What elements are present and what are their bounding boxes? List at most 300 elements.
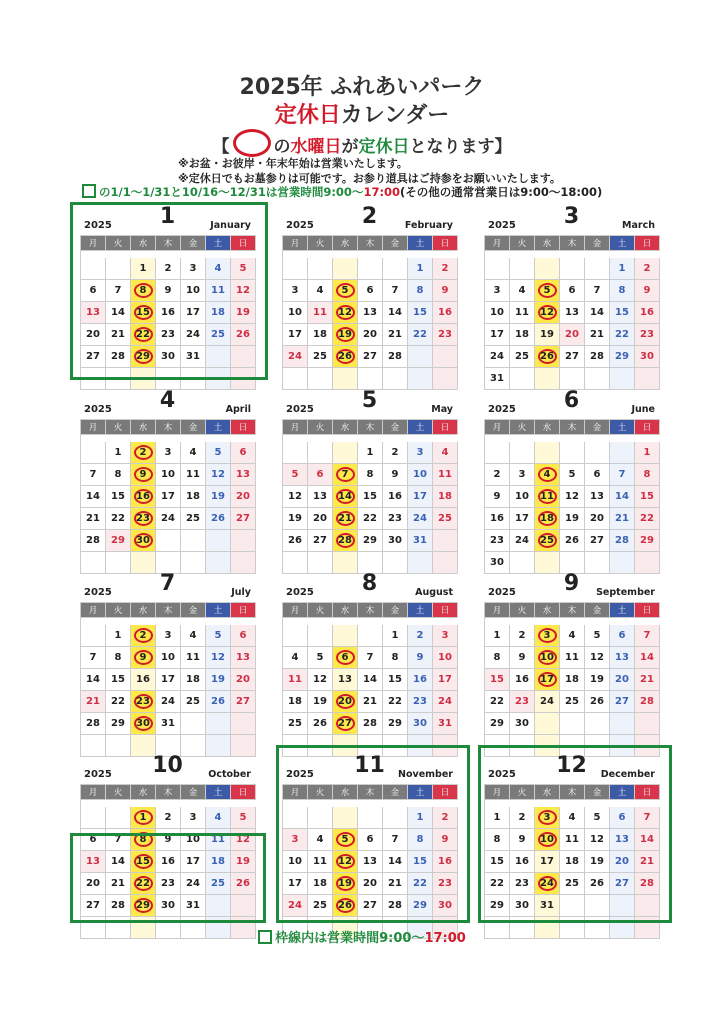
closed-day-cell: 28 bbox=[333, 530, 358, 552]
day-cell: 3 bbox=[283, 280, 308, 302]
closed-day-cell: 3 bbox=[535, 807, 560, 829]
day-cell: 18 bbox=[510, 324, 535, 346]
day-cell: 19 bbox=[231, 851, 256, 873]
day-cell: 23 bbox=[433, 873, 458, 895]
subtitle-calendar: カレンダー bbox=[340, 103, 450, 128]
day-cell: 27 bbox=[308, 530, 333, 552]
day-cell: 28 bbox=[383, 895, 408, 917]
empty-cell bbox=[308, 368, 333, 390]
closed-day-cell: 12 bbox=[333, 851, 358, 873]
day-cell: 3 bbox=[433, 625, 458, 647]
closed-day-cell: 10 bbox=[535, 647, 560, 669]
empty-cell bbox=[231, 713, 256, 735]
empty-cell bbox=[585, 713, 610, 735]
weekday-header: 日 bbox=[433, 236, 458, 251]
day-cell: 9 bbox=[433, 280, 458, 302]
empty-cell bbox=[81, 807, 106, 829]
day-cell: 1 bbox=[106, 625, 131, 647]
day-cell: 24 bbox=[408, 508, 433, 530]
day-cell: 20 bbox=[308, 508, 333, 530]
day-cell: 13 bbox=[358, 851, 383, 873]
bottom-note bbox=[0, 927, 724, 946]
day-cell: 16 bbox=[510, 851, 535, 873]
day-cell: 2 bbox=[156, 258, 181, 280]
weekday-header: 火 bbox=[308, 785, 333, 800]
day-cell: 6 bbox=[231, 625, 256, 647]
day-cell: 2 bbox=[156, 807, 181, 829]
day-cell: 12 bbox=[231, 829, 256, 851]
day-cell: 26 bbox=[231, 324, 256, 346]
day-cell: 18 bbox=[206, 851, 231, 873]
closed-day-cell: 21 bbox=[333, 508, 358, 530]
weekday-header: 金 bbox=[585, 603, 610, 618]
day-cell: 14 bbox=[383, 851, 408, 873]
day-cell: 24 bbox=[181, 324, 206, 346]
weekday-header: 火 bbox=[106, 785, 131, 800]
day-cell: 9 bbox=[433, 829, 458, 851]
month-name-en: June bbox=[631, 404, 655, 415]
bottom-note-text: 枠線内は営業時間9:00～ bbox=[275, 931, 425, 946]
day-cell: 14 bbox=[585, 302, 610, 324]
weekday-header: 月 bbox=[485, 603, 510, 618]
day-cell: 11 bbox=[206, 829, 231, 851]
day-cell: 26 bbox=[560, 530, 585, 552]
empty-cell bbox=[181, 713, 206, 735]
day-cell: 24 bbox=[535, 691, 560, 713]
day-cell: 26 bbox=[231, 873, 256, 895]
day-cell: 11 bbox=[308, 851, 333, 873]
day-cell: 29 bbox=[358, 530, 383, 552]
day-cell: 25 bbox=[308, 895, 333, 917]
day-cell: 13 bbox=[308, 486, 333, 508]
month-year: 2025 bbox=[84, 587, 112, 598]
weekday-header: 火 bbox=[510, 236, 535, 251]
day-cell: 17 bbox=[408, 486, 433, 508]
closed-day-cell: 11 bbox=[535, 486, 560, 508]
weekday-header: 木 bbox=[156, 603, 181, 618]
weekday-header: 日 bbox=[433, 785, 458, 800]
empty-cell bbox=[283, 442, 308, 464]
day-cell: 20 bbox=[560, 324, 585, 346]
month-name-en: September bbox=[596, 587, 655, 598]
month-name-en: November bbox=[398, 769, 453, 780]
day-cell: 8 bbox=[358, 464, 383, 486]
empty-cell bbox=[181, 530, 206, 552]
month-name-en: August bbox=[415, 587, 453, 598]
empty-cell bbox=[510, 442, 535, 464]
empty-cell bbox=[383, 258, 408, 280]
hours-note-regular: (その他の通常営業日は9:00～18:00) bbox=[400, 185, 603, 199]
day-cell: 3 bbox=[510, 464, 535, 486]
weekday-header: 水 bbox=[131, 236, 156, 251]
day-cell: 3 bbox=[156, 442, 181, 464]
day-cell: 16 bbox=[156, 302, 181, 324]
weekday-header: 土 bbox=[408, 420, 433, 435]
day-cell: 29 bbox=[610, 346, 635, 368]
day-cell: 28 bbox=[358, 713, 383, 735]
short-hours-frame-jan bbox=[70, 202, 268, 380]
day-cell: 18 bbox=[433, 486, 458, 508]
day-cell: 23 bbox=[433, 324, 458, 346]
day-cell: 2 bbox=[510, 625, 535, 647]
day-cell: 19 bbox=[308, 691, 333, 713]
day-cell: 4 bbox=[433, 442, 458, 464]
month-year: 2025 bbox=[84, 769, 112, 780]
day-cell: 30 bbox=[485, 552, 510, 574]
day-cell: 27 bbox=[358, 895, 383, 917]
day-cell: 19 bbox=[283, 508, 308, 530]
day-cell: 28 bbox=[383, 346, 408, 368]
weekday-header: 土 bbox=[610, 236, 635, 251]
day-cell: 7 bbox=[383, 280, 408, 302]
day-cell: 25 bbox=[283, 713, 308, 735]
weekday-header: 水 bbox=[131, 420, 156, 435]
day-cell: 7 bbox=[635, 807, 660, 829]
month-year: 2025 bbox=[488, 587, 516, 598]
day-cell: 6 bbox=[358, 829, 383, 851]
day-cell: 22 bbox=[383, 691, 408, 713]
day-cell: 22 bbox=[610, 324, 635, 346]
day-cell: 5 bbox=[206, 625, 231, 647]
empty-cell bbox=[408, 368, 433, 390]
weekday-header: 金 bbox=[181, 420, 206, 435]
weekday-header: 木 bbox=[560, 785, 585, 800]
weekday-header: 土 bbox=[206, 603, 231, 618]
legend-end: となります】 bbox=[409, 137, 512, 157]
day-cell: 24 bbox=[181, 873, 206, 895]
weekday-header: 水 bbox=[131, 785, 156, 800]
day-cell: 28 bbox=[635, 691, 660, 713]
empty-cell bbox=[485, 442, 510, 464]
day-cell: 16 bbox=[156, 851, 181, 873]
weekday-header: 火 bbox=[510, 785, 535, 800]
day-cell: 4 bbox=[206, 258, 231, 280]
closed-day-cell: 15 bbox=[131, 302, 156, 324]
day-cell: 22 bbox=[106, 508, 131, 530]
empty-cell bbox=[585, 368, 610, 390]
day-cell: 26 bbox=[206, 691, 231, 713]
empty-cell bbox=[610, 442, 635, 464]
day-cell: 14 bbox=[383, 302, 408, 324]
short-hours-frame-nov bbox=[276, 745, 470, 923]
day-cell: 10 bbox=[433, 647, 458, 669]
legend-no: の bbox=[273, 137, 291, 157]
day-cell: 20 bbox=[585, 508, 610, 530]
day-cell: 11 bbox=[181, 647, 206, 669]
empty-cell bbox=[333, 442, 358, 464]
weekday-header: 木 bbox=[156, 420, 181, 435]
day-cell: 11 bbox=[206, 280, 231, 302]
month-day-grid bbox=[484, 602, 660, 757]
day-cell: 10 bbox=[181, 280, 206, 302]
month-day-grid bbox=[282, 602, 458, 757]
day-cell: 3 bbox=[156, 625, 181, 647]
closed-day-cell: 9 bbox=[131, 647, 156, 669]
day-cell: 1 bbox=[131, 258, 156, 280]
day-cell: 30 bbox=[156, 895, 181, 917]
weekday-header: 木 bbox=[560, 236, 585, 251]
empty-cell bbox=[560, 442, 585, 464]
day-cell: 31 bbox=[181, 346, 206, 368]
closed-day-cell: 8 bbox=[131, 280, 156, 302]
closed-day-cell: 29 bbox=[131, 346, 156, 368]
closed-day-cell: 8 bbox=[131, 829, 156, 851]
day-cell: 8 bbox=[408, 280, 433, 302]
day-cell: 27 bbox=[585, 530, 610, 552]
day-cell: 21 bbox=[383, 324, 408, 346]
weekday-header: 日 bbox=[231, 236, 256, 251]
month-year: 2025 bbox=[488, 404, 516, 415]
weekday-header: 金 bbox=[181, 603, 206, 618]
day-cell: 13 bbox=[81, 851, 106, 873]
closed-day-cell: 1 bbox=[131, 807, 156, 829]
closed-day-cell: 7 bbox=[333, 464, 358, 486]
weekday-header: 木 bbox=[358, 236, 383, 251]
day-cell: 20 bbox=[81, 873, 106, 895]
day-cell: 27 bbox=[610, 873, 635, 895]
day-cell: 13 bbox=[81, 302, 106, 324]
day-cell: 14 bbox=[81, 669, 106, 691]
short-hours-frame-oct-inner bbox=[152, 833, 266, 923]
day-cell: 26 bbox=[308, 713, 333, 735]
day-cell: 4 bbox=[560, 807, 585, 829]
month-year: 2025 bbox=[84, 404, 112, 415]
day-cell: 22 bbox=[635, 508, 660, 530]
day-cell: 22 bbox=[485, 873, 510, 895]
day-cell: 19 bbox=[560, 508, 585, 530]
day-cell: 27 bbox=[231, 508, 256, 530]
legend-wednesday: 水曜日 bbox=[290, 137, 342, 157]
empty-cell bbox=[283, 625, 308, 647]
weekday-header: 金 bbox=[585, 785, 610, 800]
empty-cell bbox=[535, 258, 560, 280]
day-cell: 14 bbox=[358, 669, 383, 691]
day-cell: 15 bbox=[106, 669, 131, 691]
day-cell: 28 bbox=[635, 873, 660, 895]
day-cell: 2 bbox=[485, 464, 510, 486]
day-cell: 11 bbox=[560, 829, 585, 851]
weekday-header: 土 bbox=[610, 785, 635, 800]
day-cell: 11 bbox=[283, 669, 308, 691]
closed-day-cell: 25 bbox=[535, 530, 560, 552]
day-cell: 31 bbox=[156, 713, 181, 735]
red-circle-icon bbox=[233, 129, 271, 157]
month-year: 2025 bbox=[286, 220, 314, 231]
day-cell: 16 bbox=[433, 302, 458, 324]
day-cell: 30 bbox=[433, 895, 458, 917]
day-cell: 5 bbox=[560, 464, 585, 486]
day-cell: 8 bbox=[106, 464, 131, 486]
day-cell: 11 bbox=[560, 647, 585, 669]
closed-day-cell: 26 bbox=[333, 895, 358, 917]
month-number: 7 bbox=[159, 571, 176, 596]
day-cell: 1 bbox=[106, 442, 131, 464]
day-cell: 20 bbox=[610, 669, 635, 691]
legend-bracket-open: 【 bbox=[212, 137, 230, 157]
day-cell: 7 bbox=[106, 280, 131, 302]
closed-day-cell: 5 bbox=[535, 280, 560, 302]
day-cell: 23 bbox=[156, 324, 181, 346]
day-cell: 31 bbox=[181, 895, 206, 917]
day-cell: 26 bbox=[585, 691, 610, 713]
day-cell: 23 bbox=[156, 873, 181, 895]
day-cell: 27 bbox=[610, 691, 635, 713]
day-cell: 1 bbox=[485, 625, 510, 647]
month-day-grid bbox=[80, 602, 256, 757]
weekday-header: 土 bbox=[206, 236, 231, 251]
day-cell: 18 bbox=[181, 669, 206, 691]
day-cell: 22 bbox=[408, 873, 433, 895]
day-cell: 10 bbox=[408, 464, 433, 486]
day-cell: 26 bbox=[585, 873, 610, 895]
day-cell: 8 bbox=[383, 647, 408, 669]
day-cell: 25 bbox=[181, 508, 206, 530]
weekday-header: 火 bbox=[510, 420, 535, 435]
day-cell: 12 bbox=[560, 486, 585, 508]
day-cell: 17 bbox=[156, 486, 181, 508]
subtitle-closed-day: 定休日 bbox=[274, 103, 341, 128]
month-calendar-7 bbox=[80, 571, 255, 735]
day-cell: 2 bbox=[635, 258, 660, 280]
day-cell: 1 bbox=[408, 258, 433, 280]
day-cell: 18 bbox=[560, 669, 585, 691]
day-cell: 21 bbox=[106, 324, 131, 346]
day-cell: 1 bbox=[358, 442, 383, 464]
day-cell: 27 bbox=[81, 895, 106, 917]
day-cell: 4 bbox=[181, 442, 206, 464]
month-calendar-9 bbox=[484, 571, 659, 735]
day-cell: 16 bbox=[635, 302, 660, 324]
weekday-header: 土 bbox=[408, 785, 433, 800]
weekday-header: 土 bbox=[610, 420, 635, 435]
day-cell: 8 bbox=[485, 647, 510, 669]
month-day-grid bbox=[282, 235, 458, 390]
weekday-header: 日 bbox=[635, 236, 660, 251]
hours-note-closing-time: 17:00 bbox=[363, 185, 401, 199]
day-cell: 28 bbox=[106, 346, 131, 368]
day-cell: 21 bbox=[358, 691, 383, 713]
day-cell: 28 bbox=[106, 895, 131, 917]
day-cell: 7 bbox=[610, 464, 635, 486]
day-cell: 22 bbox=[106, 691, 131, 713]
weekday-header: 金 bbox=[383, 785, 408, 800]
day-cell: 30 bbox=[510, 895, 535, 917]
month-number: 1 bbox=[159, 204, 176, 229]
month-number: 10 bbox=[152, 753, 183, 778]
bottom-note-closing-time: 17:00 bbox=[424, 931, 466, 946]
day-cell: 25 bbox=[510, 346, 535, 368]
day-cell: 9 bbox=[635, 280, 660, 302]
day-cell: 13 bbox=[231, 647, 256, 669]
day-cell: 13 bbox=[610, 829, 635, 851]
weekday-header: 火 bbox=[308, 236, 333, 251]
day-cell: 9 bbox=[510, 647, 535, 669]
empty-cell bbox=[206, 530, 231, 552]
empty-cell bbox=[156, 530, 181, 552]
closed-day-cell: 14 bbox=[333, 486, 358, 508]
day-cell: 15 bbox=[106, 486, 131, 508]
day-cell: 14 bbox=[81, 486, 106, 508]
weekday-header: 日 bbox=[635, 603, 660, 618]
empty-cell bbox=[485, 258, 510, 280]
day-cell: 1 bbox=[610, 258, 635, 280]
day-cell: 2 bbox=[433, 258, 458, 280]
month-number: 11 bbox=[354, 753, 385, 778]
day-cell: 25 bbox=[433, 508, 458, 530]
day-cell: 29 bbox=[106, 713, 131, 735]
day-cell: 9 bbox=[408, 647, 433, 669]
green-square-icon bbox=[258, 930, 272, 944]
day-cell: 5 bbox=[231, 807, 256, 829]
month-year: 2025 bbox=[488, 769, 516, 780]
closed-day-cell: 19 bbox=[333, 873, 358, 895]
month-name-en: March bbox=[622, 220, 655, 231]
day-cell: 20 bbox=[610, 851, 635, 873]
empty-cell bbox=[433, 530, 458, 552]
closed-day-cell: 2 bbox=[131, 442, 156, 464]
weekday-header: 土 bbox=[408, 603, 433, 618]
month-day-grid bbox=[484, 419, 660, 574]
weekday-header: 火 bbox=[308, 420, 333, 435]
day-cell: 25 bbox=[560, 691, 585, 713]
day-cell: 24 bbox=[510, 530, 535, 552]
day-cell: 18 bbox=[308, 873, 333, 895]
day-cell: 24 bbox=[485, 346, 510, 368]
day-cell: 13 bbox=[560, 302, 585, 324]
day-cell: 23 bbox=[383, 508, 408, 530]
weekday-header: 日 bbox=[231, 420, 256, 435]
day-cell: 6 bbox=[585, 464, 610, 486]
day-cell: 4 bbox=[308, 280, 333, 302]
day-cell: 17 bbox=[535, 851, 560, 873]
weekday-header: 水 bbox=[535, 420, 560, 435]
day-cell: 17 bbox=[433, 669, 458, 691]
day-cell: 19 bbox=[206, 486, 231, 508]
empty-cell bbox=[333, 368, 358, 390]
day-cell: 14 bbox=[610, 486, 635, 508]
day-cell: 8 bbox=[610, 280, 635, 302]
empty-cell bbox=[535, 713, 560, 735]
day-cell: 11 bbox=[181, 464, 206, 486]
weekday-header: 水 bbox=[333, 603, 358, 618]
day-cell: 9 bbox=[383, 464, 408, 486]
note-grave-visit: ※定休日でもお墓参りは可能です。お参り道具はご持参をお願いいたします。 bbox=[178, 172, 561, 185]
weekday-header: 水 bbox=[535, 785, 560, 800]
closed-day-cell: 17 bbox=[535, 669, 560, 691]
weekday-header: 月 bbox=[81, 236, 106, 251]
empty-cell bbox=[585, 442, 610, 464]
day-cell: 4 bbox=[181, 625, 206, 647]
closed-day-cell: 4 bbox=[535, 464, 560, 486]
month-number: 9 bbox=[563, 571, 580, 596]
day-cell: 25 bbox=[206, 324, 231, 346]
weekday-header: 日 bbox=[231, 785, 256, 800]
day-cell: 21 bbox=[610, 508, 635, 530]
month-number: 6 bbox=[563, 388, 580, 413]
weekday-header: 金 bbox=[181, 785, 206, 800]
closed-day-cell: 22 bbox=[131, 873, 156, 895]
day-cell: 7 bbox=[585, 280, 610, 302]
month-year: 2025 bbox=[488, 220, 516, 231]
weekday-header: 土 bbox=[206, 420, 231, 435]
empty-cell bbox=[433, 368, 458, 390]
day-cell: 27 bbox=[358, 346, 383, 368]
day-cell: 15 bbox=[408, 851, 433, 873]
day-cell: 17 bbox=[485, 324, 510, 346]
day-cell: 7 bbox=[635, 625, 660, 647]
weekday-header: 水 bbox=[333, 236, 358, 251]
day-cell: 10 bbox=[156, 464, 181, 486]
